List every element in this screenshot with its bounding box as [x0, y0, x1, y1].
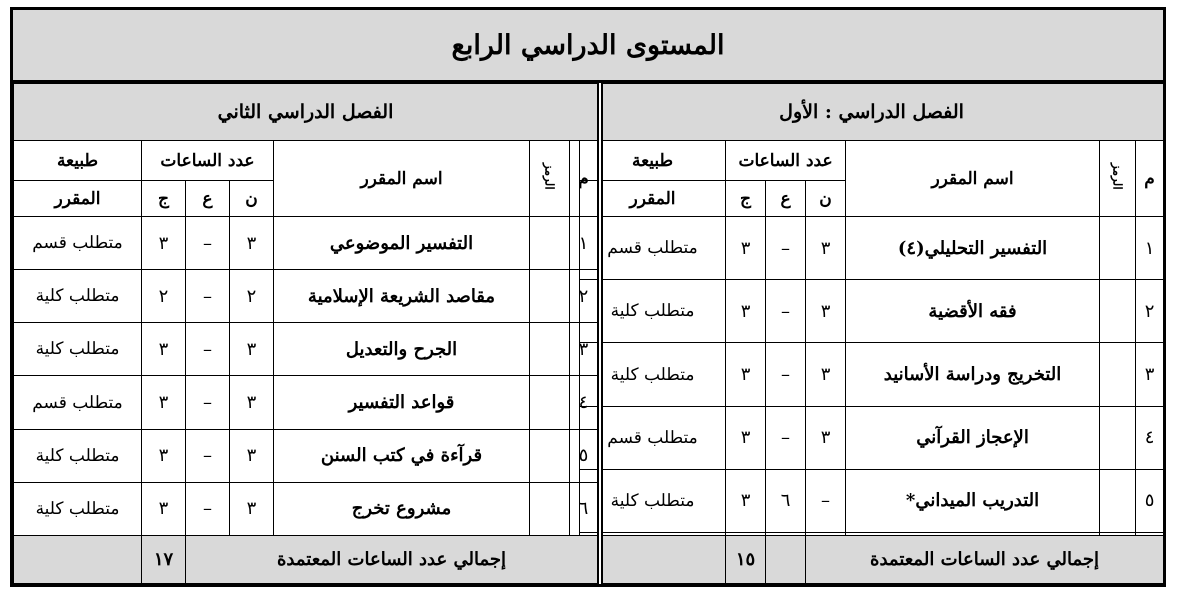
row-a: –	[186, 323, 230, 376]
semester1-table	[579, 83, 1164, 584]
row-num: ١	[570, 217, 598, 270]
row-code	[530, 376, 570, 429]
total-row	[14, 536, 598, 584]
a-header: ع	[186, 181, 230, 217]
row-course-name: التدريب الميداني*	[846, 469, 1100, 532]
row-j: ٣	[726, 469, 766, 532]
table-row	[580, 217, 1164, 280]
row-j: ٢	[142, 270, 186, 323]
row-a: –	[766, 406, 806, 469]
row-code	[530, 270, 570, 323]
row-num: ٤	[570, 376, 598, 429]
semester1-panel	[579, 83, 1163, 584]
semester2-title: الفصل الدراسي الثاني	[14, 84, 598, 141]
row-nature: متطلب كلية	[580, 343, 726, 406]
table-row	[580, 469, 1164, 532]
row-a: –	[186, 482, 230, 535]
semester2-panel	[13, 83, 597, 584]
row-course-name: التفسير الموضوعي	[274, 217, 530, 270]
row-nature: متطلب كلية	[580, 280, 726, 343]
row-n: ٣	[806, 217, 846, 280]
n-header: ن	[806, 181, 846, 217]
row-nature: متطلب قسم	[580, 406, 726, 469]
row-a: –	[186, 376, 230, 429]
row-j: ٣	[142, 376, 186, 429]
row-code	[530, 217, 570, 270]
table-row	[14, 217, 598, 270]
n-header: ن	[230, 181, 274, 217]
table-row	[580, 406, 1164, 469]
level-title: المستوى الدراسي الرابع	[13, 10, 1163, 83]
row-code	[1100, 217, 1136, 280]
row-course-name: التفسير التحليلي(٤)	[846, 217, 1100, 280]
row-n: ٣	[806, 280, 846, 343]
code-header: الرمز	[1110, 162, 1125, 190]
row-code	[1100, 280, 1136, 343]
j-header: ج	[142, 181, 186, 217]
semester1-title: الفصل الدراسي : الأول	[580, 84, 1164, 141]
row-n: ٣	[230, 217, 274, 270]
row-j: ٣	[726, 406, 766, 469]
row-a: –	[186, 270, 230, 323]
semester2-table	[13, 83, 598, 584]
row-n: ٣	[230, 482, 274, 535]
row-course-name: الجرح والتعديل	[274, 323, 530, 376]
code-header: الرمز	[542, 162, 557, 190]
row-n: ٣	[230, 429, 274, 482]
row-code	[530, 429, 570, 482]
num-header: م	[1136, 141, 1164, 217]
total-value: ١٧	[142, 536, 186, 584]
j-header: ج	[726, 181, 766, 217]
row-course-name: قرآءة في كتب السنن	[274, 429, 530, 482]
num-header: م	[570, 141, 598, 217]
row-nature: متطلب كلية	[14, 270, 142, 323]
row-j: ٣	[142, 217, 186, 270]
row-num: ١	[1136, 217, 1164, 280]
row-a: –	[766, 280, 806, 343]
row-n: ٣	[806, 343, 846, 406]
row-n: –	[806, 469, 846, 532]
course-name-header: اسم المقرر	[846, 141, 1100, 217]
nature-header-line1: طبيعة	[580, 141, 726, 181]
row-num: ٥	[570, 429, 598, 482]
row-nature: متطلب كلية	[14, 323, 142, 376]
row-a: –	[186, 429, 230, 482]
row-j: ٣	[142, 323, 186, 376]
row-nature: متطلب كلية	[14, 482, 142, 535]
row-j: ٣	[142, 429, 186, 482]
nature-header-line1: طبيعة	[14, 141, 142, 181]
hours-header: عدد الساعات	[142, 141, 274, 181]
row-a: –	[766, 343, 806, 406]
row-n: ٣	[230, 323, 274, 376]
study-plan-frame	[10, 7, 1166, 587]
course-name-header: اسم المقرر	[274, 141, 530, 217]
hours-header: عدد الساعات	[726, 141, 846, 181]
table-row	[14, 270, 598, 323]
row-nature: متطلب قسم	[14, 376, 142, 429]
total-row	[580, 536, 1164, 584]
row-num: ٢	[570, 270, 598, 323]
table-row	[14, 482, 598, 535]
nature-header-line2: المقرر	[580, 181, 726, 217]
row-code	[530, 482, 570, 535]
table-row	[14, 429, 598, 482]
total-value: ١٥	[726, 536, 766, 584]
row-j: ٣	[142, 482, 186, 535]
row-num: ٤	[1136, 406, 1164, 469]
row-course-name: الإعجاز القرآني	[846, 406, 1100, 469]
row-a: ٦	[766, 469, 806, 532]
row-num: ٦	[570, 482, 598, 535]
table-row	[14, 323, 598, 376]
nature-header-line2: المقرر	[14, 181, 142, 217]
row-code	[1100, 343, 1136, 406]
row-code	[530, 323, 570, 376]
row-n: ٣	[230, 376, 274, 429]
row-j: ٣	[726, 343, 766, 406]
row-num: ٥	[1136, 469, 1164, 532]
row-n: ٢	[230, 270, 274, 323]
total-label: إجمالي عدد الساعات المعتمدة	[806, 536, 1164, 584]
row-nature: متطلب قسم	[580, 217, 726, 280]
row-course-name: قواعد التفسير	[274, 376, 530, 429]
row-code	[1100, 406, 1136, 469]
row-a: –	[766, 217, 806, 280]
total-label: إجمالي عدد الساعات المعتمدة	[186, 536, 598, 584]
table-row	[580, 343, 1164, 406]
row-nature: متطلب كلية	[14, 429, 142, 482]
row-n: ٣	[806, 406, 846, 469]
row-course-name: التخريج ودراسة الأسانيد	[846, 343, 1100, 406]
row-course-name: مقاصد الشريعة الإسلامية	[274, 270, 530, 323]
row-nature: متطلب كلية	[580, 469, 726, 532]
table-row	[14, 376, 598, 429]
row-j: ٣	[726, 280, 766, 343]
row-num: ٣	[1136, 343, 1164, 406]
row-a: –	[186, 217, 230, 270]
row-j: ٣	[726, 217, 766, 280]
table-row	[580, 280, 1164, 343]
row-code	[1100, 469, 1136, 532]
row-course-name: فقه الأقضية	[846, 280, 1100, 343]
row-nature: متطلب قسم	[14, 217, 142, 270]
row-num: ٣	[570, 323, 598, 376]
a-header: ع	[766, 181, 806, 217]
row-num: ٢	[1136, 280, 1164, 343]
row-course-name: مشروع تخرج	[274, 482, 530, 535]
